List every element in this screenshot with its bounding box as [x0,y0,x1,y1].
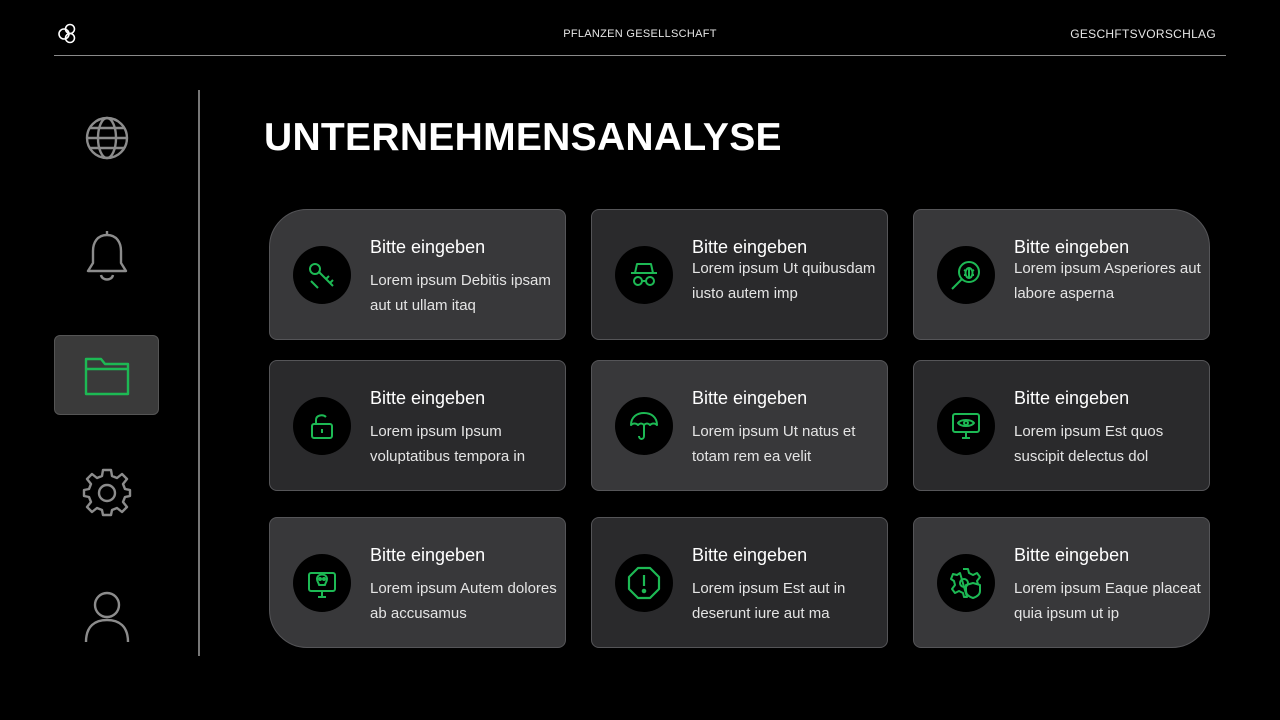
sidebar-item-notifications[interactable] [54,217,159,297]
sidebar-item-folder[interactable] [54,335,159,415]
globe-icon [84,115,130,161]
top-bar [54,0,1226,56]
gear-icon [82,467,132,517]
bell-icon [84,229,130,285]
card-body: Lorem ipsum Est quos suscipit delectus dol [1014,423,1164,465]
card-body: Lorem ipsum Est aut in deserunt iure aut ma [692,580,846,622]
card-title: Bitte eingeben [1014,237,1130,257]
sidebar-item-globe[interactable] [54,98,159,178]
sidebar [54,90,159,656]
folder-icon [83,353,131,397]
card-2[interactable] [591,209,888,340]
card-1[interactable] [269,209,566,340]
sidebar-item-profile[interactable] [54,577,159,657]
warning-octagon-icon [627,566,661,600]
card-3[interactable] [913,209,1210,340]
card-title: Bitte eingeben [370,388,486,408]
card-body: Lorem ipsum Ut quibusdam iusto autem imp [692,260,876,302]
user-icon [83,590,131,644]
card-body: Lorem ipsum Ipsum voluptatibus tempora in [370,423,526,465]
gear-shield-icon [949,566,983,600]
page-title: UNTERNEHMENSANALYSE [264,116,782,159]
card-title: Bitte eingeben [1014,388,1130,408]
vertical-divider [198,90,200,656]
card-6[interactable] [913,360,1210,491]
card-title: Bitte eingeben [370,545,486,565]
umbrella-icon [628,410,660,442]
card-8[interactable] [591,517,888,648]
card-7[interactable] [269,517,566,648]
sidebar-item-settings[interactable] [54,452,159,532]
incognito-icon [628,259,660,291]
key-icon [306,259,338,291]
card-4[interactable] [269,360,566,491]
card-title: Bitte eingeben [370,237,486,257]
brand-name: PFLANZEN GESELLSCHAFT [563,28,717,40]
header-right-label: GESCHFTSVORSCHLAG [1070,27,1216,41]
card-body: Lorem ipsum Autem dolores ab accusamus [370,580,557,622]
card-title: Bitte eingeben [692,237,808,257]
monitor-eye-icon [950,410,982,442]
monitor-skull-icon [306,567,338,599]
card-body: Lorem ipsum Debitis ipsam aut ut ullam itaq [370,272,551,314]
card-title: Bitte eingeben [1014,545,1130,565]
card-9[interactable] [913,517,1210,648]
card-body: Lorem ipsum Asperiores aut labore asperna [1014,260,1201,302]
card-title: Bitte eingeben [692,388,808,408]
card-body: Lorem ipsum Ut natus et totam rem ea velit [692,423,856,465]
bug-search-icon [949,258,983,292]
card-body: Lorem ipsum Eaque placeat quia ipsum ut ip [1014,580,1201,622]
card-5[interactable] [591,360,888,491]
card-title: Bitte eingeben [692,545,808,565]
unlock-icon [307,411,337,441]
